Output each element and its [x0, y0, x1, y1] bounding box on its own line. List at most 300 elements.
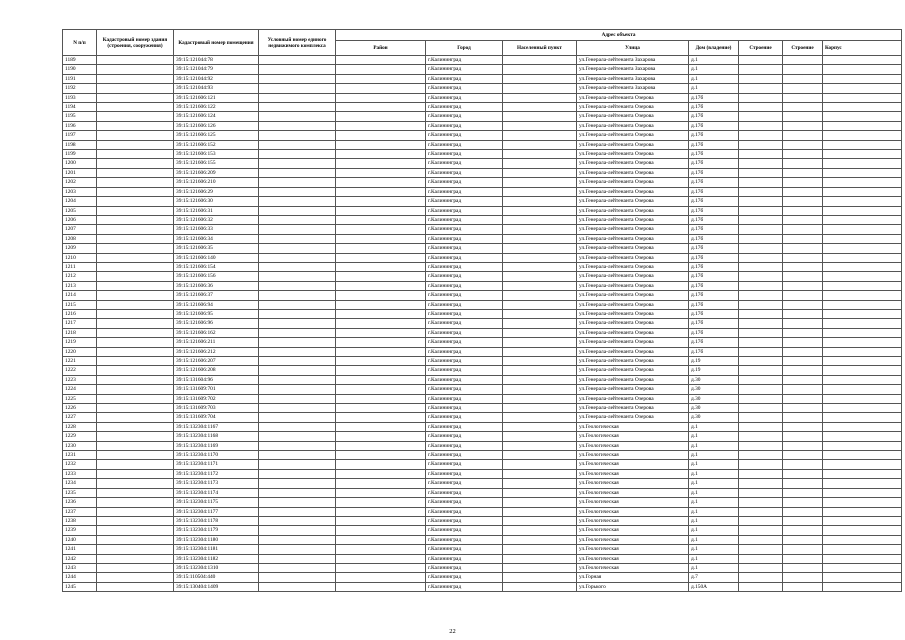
cell-district [336, 244, 426, 253]
cell-cadastral-premises: 39:15:132304:1177 [174, 507, 259, 516]
cell-conditional-complex [259, 159, 336, 168]
cell-cadastral-building [97, 178, 174, 187]
cell-conditional-complex [259, 244, 336, 253]
cell-settlement [503, 234, 577, 243]
cell-structure [783, 150, 823, 159]
cell-district [336, 65, 426, 74]
cell-cadastral-building [97, 441, 174, 450]
cell-settlement [503, 375, 577, 384]
cell-building [739, 328, 783, 337]
cell-conditional-complex [259, 563, 336, 572]
table-row [63, 328, 902, 337]
cell-building [739, 187, 783, 196]
cell-cadastral-premises: 39:15:131609:702 [174, 394, 259, 403]
cell-cadastral-building [97, 516, 174, 525]
cell-cadastral-building [97, 432, 174, 441]
cell-building [739, 65, 783, 74]
table-row [63, 309, 902, 318]
cell-cadastral-building [97, 215, 174, 224]
cell-street: ул.Генерала-лейтенанта Озерова [577, 366, 689, 375]
cell-district [336, 262, 426, 271]
cell-building [739, 234, 783, 243]
cell-street: ул.Генерала-лейтенанта Озерова [577, 375, 689, 384]
cell-cadastral-premises: 39:15:121606:125 [174, 131, 259, 140]
cell-settlement [503, 56, 577, 65]
cell-conditional-complex [259, 93, 336, 102]
cell-house: д.30 [689, 404, 739, 413]
cell-cadastral-building [97, 150, 174, 159]
cell-num: 1193 [63, 93, 97, 102]
cell-cadastral-building [97, 197, 174, 206]
page-number: 22 [449, 628, 456, 635]
cell-settlement [503, 319, 577, 328]
cell-city: г.Калининград [426, 140, 503, 149]
cell-block [823, 498, 902, 507]
cell-num: 1238 [63, 516, 97, 525]
cell-house: д.17б [689, 244, 739, 253]
cell-building [739, 385, 783, 394]
cell-city: г.Калининград [426, 554, 503, 563]
cell-cadastral-premises: 39:15:121606:96 [174, 319, 259, 328]
cell-block [823, 197, 902, 206]
table-row [63, 187, 902, 196]
cell-conditional-complex [259, 338, 336, 347]
table-row [63, 526, 902, 535]
cell-settlement [503, 272, 577, 281]
cell-house: д.17б [689, 215, 739, 224]
cell-district [336, 319, 426, 328]
table-row [63, 319, 902, 328]
cell-num: 1211 [63, 262, 97, 271]
cell-city: г.Калининград [426, 479, 503, 488]
cell-building [739, 554, 783, 563]
table-row [63, 272, 902, 281]
cell-settlement [503, 460, 577, 469]
register-sheet [62, 29, 901, 592]
cell-block [823, 488, 902, 497]
cell-block [823, 74, 902, 83]
table-row [63, 338, 902, 347]
cell-structure [783, 244, 823, 253]
cell-block [823, 234, 902, 243]
cell-structure [783, 65, 823, 74]
cell-conditional-complex [259, 140, 336, 149]
cell-num: 1189 [63, 56, 97, 65]
cell-cadastral-building [97, 159, 174, 168]
cell-structure [783, 582, 823, 591]
cell-cadastral-premises: 39:15:130404:1409 [174, 582, 259, 591]
cell-conditional-complex [259, 234, 336, 243]
cell-house: д.30 [689, 385, 739, 394]
cell-conditional-complex [259, 375, 336, 384]
cell-city: г.Калининград [426, 74, 503, 83]
cell-building [739, 469, 783, 478]
cell-house: д.1 [689, 554, 739, 563]
cell-cadastral-premises: 39:15:121606:33 [174, 225, 259, 234]
cell-block [823, 300, 902, 309]
cell-city: г.Калининград [426, 281, 503, 290]
cell-num: 1222 [63, 366, 97, 375]
cell-num: 1230 [63, 441, 97, 450]
cell-structure [783, 328, 823, 337]
cell-street: ул.Генерала-лейтенанта Озерова [577, 168, 689, 177]
cell-num: 1219 [63, 338, 97, 347]
cell-num: 1195 [63, 112, 97, 121]
cell-building [739, 262, 783, 271]
cell-house: д.17б [689, 168, 739, 177]
cell-house: д.17б [689, 281, 739, 290]
cell-conditional-complex [259, 187, 336, 196]
cell-settlement [503, 545, 577, 554]
cell-structure [783, 554, 823, 563]
cell-num: 1231 [63, 451, 97, 460]
cell-structure [783, 56, 823, 65]
cell-block [823, 159, 902, 168]
cell-settlement [503, 291, 577, 300]
cell-cadastral-building [97, 479, 174, 488]
cell-city: г.Калининград [426, 234, 503, 243]
table-row [63, 168, 902, 177]
cell-block [823, 366, 902, 375]
cell-structure [783, 234, 823, 243]
cell-house: д.17б [689, 300, 739, 309]
cell-cadastral-building [97, 74, 174, 83]
cell-city: г.Калининград [426, 460, 503, 469]
cell-block [823, 582, 902, 591]
cell-num: 1244 [63, 573, 97, 582]
cell-num: 1236 [63, 498, 97, 507]
cell-cadastral-building [97, 545, 174, 554]
cell-cadastral-premises: 39:15:121044:92 [174, 74, 259, 83]
cell-block [823, 93, 902, 102]
cell-cadastral-premises: 39:15:121606:152 [174, 140, 259, 149]
cell-city: г.Калининград [426, 291, 503, 300]
cell-cadastral-building [97, 131, 174, 140]
cell-city: г.Калининград [426, 516, 503, 525]
cell-building [739, 545, 783, 554]
cell-building [739, 479, 783, 488]
cell-conditional-complex [259, 385, 336, 394]
cell-district [336, 479, 426, 488]
cell-block [823, 319, 902, 328]
cell-house: д.17б [689, 131, 739, 140]
cell-house: д.1 [689, 545, 739, 554]
cell-structure [783, 516, 823, 525]
cell-city: г.Калининград [426, 507, 503, 516]
cell-conditional-complex [259, 65, 336, 74]
cell-conditional-complex [259, 554, 336, 563]
cell-block [823, 469, 902, 478]
cell-num: 1234 [63, 479, 97, 488]
cell-structure [783, 479, 823, 488]
cell-house: д.17б [689, 309, 739, 318]
cell-settlement [503, 516, 577, 525]
cell-city: г.Калининград [426, 272, 503, 281]
cell-num: 1225 [63, 394, 97, 403]
cell-settlement [503, 535, 577, 544]
cell-conditional-complex [259, 103, 336, 112]
table-row [63, 215, 902, 224]
cell-street: ул.Генерала-лейтенанта Захарова [577, 56, 689, 65]
table-row [63, 93, 902, 102]
cell-num: 1204 [63, 197, 97, 206]
cell-block [823, 338, 902, 347]
cell-city: г.Калининград [426, 328, 503, 337]
cell-city: г.Калининград [426, 338, 503, 347]
col-header-structure: Строение [783, 41, 823, 56]
cell-block [823, 422, 902, 431]
cell-cadastral-premises: 39:15:132304:1178 [174, 516, 259, 525]
cell-structure [783, 375, 823, 384]
cell-settlement [503, 422, 577, 431]
cell-cadastral-premises: 39:15:110504:440 [174, 573, 259, 582]
cell-district [336, 178, 426, 187]
cell-structure [783, 112, 823, 121]
cell-house: д.1 [689, 526, 739, 535]
cell-settlement [503, 573, 577, 582]
cell-house: д.1 [689, 74, 739, 83]
cell-conditional-complex [259, 253, 336, 262]
cell-cadastral-premises: 39:15:121606:155 [174, 159, 259, 168]
cell-block [823, 178, 902, 187]
cell-conditional-complex [259, 56, 336, 65]
cell-structure [783, 262, 823, 271]
cell-block [823, 451, 902, 460]
cell-settlement [503, 582, 577, 591]
cell-block [823, 253, 902, 262]
cell-city: г.Калининград [426, 197, 503, 206]
cell-settlement [503, 563, 577, 572]
cell-city: г.Калининград [426, 441, 503, 450]
cell-street: ул.Генерала-лейтенанта Озерова [577, 291, 689, 300]
cell-cadastral-building [97, 225, 174, 234]
cell-cadastral-premises: 39:15:121606:126 [174, 121, 259, 130]
cell-block [823, 479, 902, 488]
cell-street: ул.Геологическая [577, 460, 689, 469]
cell-cadastral-building [97, 262, 174, 271]
cell-block [823, 206, 902, 215]
cell-block [823, 150, 902, 159]
cell-city: г.Калининград [426, 366, 503, 375]
cell-structure [783, 432, 823, 441]
table-row [63, 253, 902, 262]
cell-city: г.Калининград [426, 451, 503, 460]
cell-city: г.Калининград [426, 413, 503, 422]
cell-street: ул.Генерала-лейтенанта Озерова [577, 112, 689, 121]
cell-cadastral-building [97, 234, 174, 243]
cell-conditional-complex [259, 272, 336, 281]
cell-city: г.Калининград [426, 535, 503, 544]
cell-settlement [503, 338, 577, 347]
col-header-settlement: Населенный пункт [503, 41, 577, 56]
cell-cadastral-premises: 39:15:121606:94 [174, 300, 259, 309]
cell-building [739, 488, 783, 497]
cell-settlement [503, 404, 577, 413]
cell-house: д.19 [689, 357, 739, 366]
cell-conditional-complex [259, 535, 336, 544]
cell-cadastral-building [97, 84, 174, 93]
cell-district [336, 404, 426, 413]
cell-house: д.1 [689, 498, 739, 507]
cell-settlement [503, 140, 577, 149]
cell-cadastral-premises: 39:15:121606:30 [174, 197, 259, 206]
cell-block [823, 432, 902, 441]
cell-structure [783, 319, 823, 328]
cell-building [739, 84, 783, 93]
cell-street: ул.Геологическая [577, 469, 689, 478]
cell-conditional-complex [259, 347, 336, 356]
cell-structure [783, 74, 823, 83]
cell-conditional-complex [259, 215, 336, 224]
cell-district [336, 159, 426, 168]
cell-num: 1224 [63, 385, 97, 394]
cell-district [336, 516, 426, 525]
cell-street: ул.Генерала-лейтенанта Озерова [577, 150, 689, 159]
cell-district [336, 234, 426, 243]
cell-conditional-complex [259, 309, 336, 318]
cell-building [739, 516, 783, 525]
table-row [63, 488, 902, 497]
cell-settlement [503, 84, 577, 93]
cell-house: д.1 [689, 460, 739, 469]
cell-street: ул.Генерала-лейтенанта Озерова [577, 234, 689, 243]
table-row [63, 451, 902, 460]
cell-district [336, 168, 426, 177]
cell-street: ул.Геологическая [577, 441, 689, 450]
cell-street: ул.Генерала-лейтенанта Озерова [577, 159, 689, 168]
cell-structure [783, 131, 823, 140]
cell-cadastral-premises: 39:15:132304:1182 [174, 554, 259, 563]
cell-cadastral-premises: 39:15:131609:701 [174, 385, 259, 394]
cell-cadastral-building [97, 140, 174, 149]
cell-structure [783, 460, 823, 469]
cell-num: 1203 [63, 187, 97, 196]
table-row [63, 432, 902, 441]
cell-building [739, 460, 783, 469]
cell-city: г.Калининград [426, 159, 503, 168]
cell-house: д.17б [689, 197, 739, 206]
table-row [63, 375, 902, 384]
cell-cadastral-premises: 39:15:121044:79 [174, 65, 259, 74]
cell-street: ул.Генерала-лейтенанта Озерова [577, 328, 689, 337]
cell-cadastral-premises: 39:15:121606:208 [174, 366, 259, 375]
cell-building [739, 103, 783, 112]
table-row [63, 159, 902, 168]
cell-cadastral-building [97, 535, 174, 544]
cell-num: 1241 [63, 545, 97, 554]
table-row [63, 178, 902, 187]
cell-house: д.17б [689, 103, 739, 112]
cell-conditional-complex [259, 131, 336, 140]
cell-num: 1217 [63, 319, 97, 328]
table-row [63, 84, 902, 93]
table-row [63, 140, 902, 149]
cell-district [336, 488, 426, 497]
cell-street: ул.Генерала-лейтенанта Озерова [577, 262, 689, 271]
cell-block [823, 573, 902, 582]
table-row [63, 535, 902, 544]
table-row [63, 507, 902, 516]
cell-cadastral-building [97, 469, 174, 478]
cell-settlement [503, 394, 577, 403]
cell-street: ул.Генерала-лейтенанта Озерова [577, 281, 689, 290]
cell-settlement [503, 131, 577, 140]
cell-district [336, 328, 426, 337]
cell-conditional-complex [259, 469, 336, 478]
cell-cadastral-building [97, 103, 174, 112]
cell-num: 1233 [63, 469, 97, 478]
cell-structure [783, 347, 823, 356]
cell-district [336, 281, 426, 290]
cell-cadastral-building [97, 385, 174, 394]
cell-city: г.Калининград [426, 469, 503, 478]
cell-street: ул.Геологическая [577, 516, 689, 525]
cell-building [739, 451, 783, 460]
table-row [63, 234, 902, 243]
cell-block [823, 460, 902, 469]
cell-num: 1196 [63, 121, 97, 130]
col-header-city: Город [426, 41, 503, 56]
cell-settlement [503, 413, 577, 422]
cell-num: 1215 [63, 300, 97, 309]
cell-conditional-complex [259, 516, 336, 525]
cell-conditional-complex [259, 262, 336, 271]
cell-cadastral-premises: 39:15:132304:1175 [174, 498, 259, 507]
cell-city: г.Калининград [426, 187, 503, 196]
cell-district [336, 272, 426, 281]
cell-num: 1216 [63, 309, 97, 318]
cell-district [336, 545, 426, 554]
cell-building [739, 498, 783, 507]
cell-house: д.17б [689, 187, 739, 196]
cell-city: г.Калининград [426, 347, 503, 356]
cell-cadastral-premises: 39:15:132304:1173 [174, 479, 259, 488]
cell-cadastral-premises: 39:15:132304:1170 [174, 451, 259, 460]
cell-street: ул.Геологическая [577, 479, 689, 488]
cell-city: г.Калининград [426, 545, 503, 554]
cell-settlement [503, 187, 577, 196]
cell-num: 1205 [63, 206, 97, 215]
cell-building [739, 526, 783, 535]
cell-building [739, 535, 783, 544]
cell-conditional-complex [259, 84, 336, 93]
cell-cadastral-building [97, 272, 174, 281]
cell-house: д.1 [689, 516, 739, 525]
cell-house: д.17б [689, 225, 739, 234]
cell-num: 1240 [63, 535, 97, 544]
cell-cadastral-premises: 39:15:121606:95 [174, 309, 259, 318]
cell-settlement [503, 253, 577, 262]
cell-cadastral-premises: 39:15:132304:1310 [174, 563, 259, 572]
cell-house: д.17б [689, 291, 739, 300]
cell-district [336, 84, 426, 93]
cell-block [823, 131, 902, 140]
cell-building [739, 347, 783, 356]
cell-structure [783, 215, 823, 224]
cell-conditional-complex [259, 432, 336, 441]
cell-street: ул.Генерала-лейтенанта Озерова [577, 404, 689, 413]
col-header-house: Дом (владение) [689, 41, 739, 56]
cell-cadastral-building [97, 253, 174, 262]
cell-house: д.30 [689, 413, 739, 422]
cell-structure [783, 488, 823, 497]
cell-cadastral-premises: 39:15:121606:122 [174, 103, 259, 112]
cell-cadastral-premises: 39:15:121606:32 [174, 215, 259, 224]
table-row [63, 197, 902, 206]
cell-district [336, 121, 426, 130]
cell-block [823, 121, 902, 130]
cell-block [823, 281, 902, 290]
